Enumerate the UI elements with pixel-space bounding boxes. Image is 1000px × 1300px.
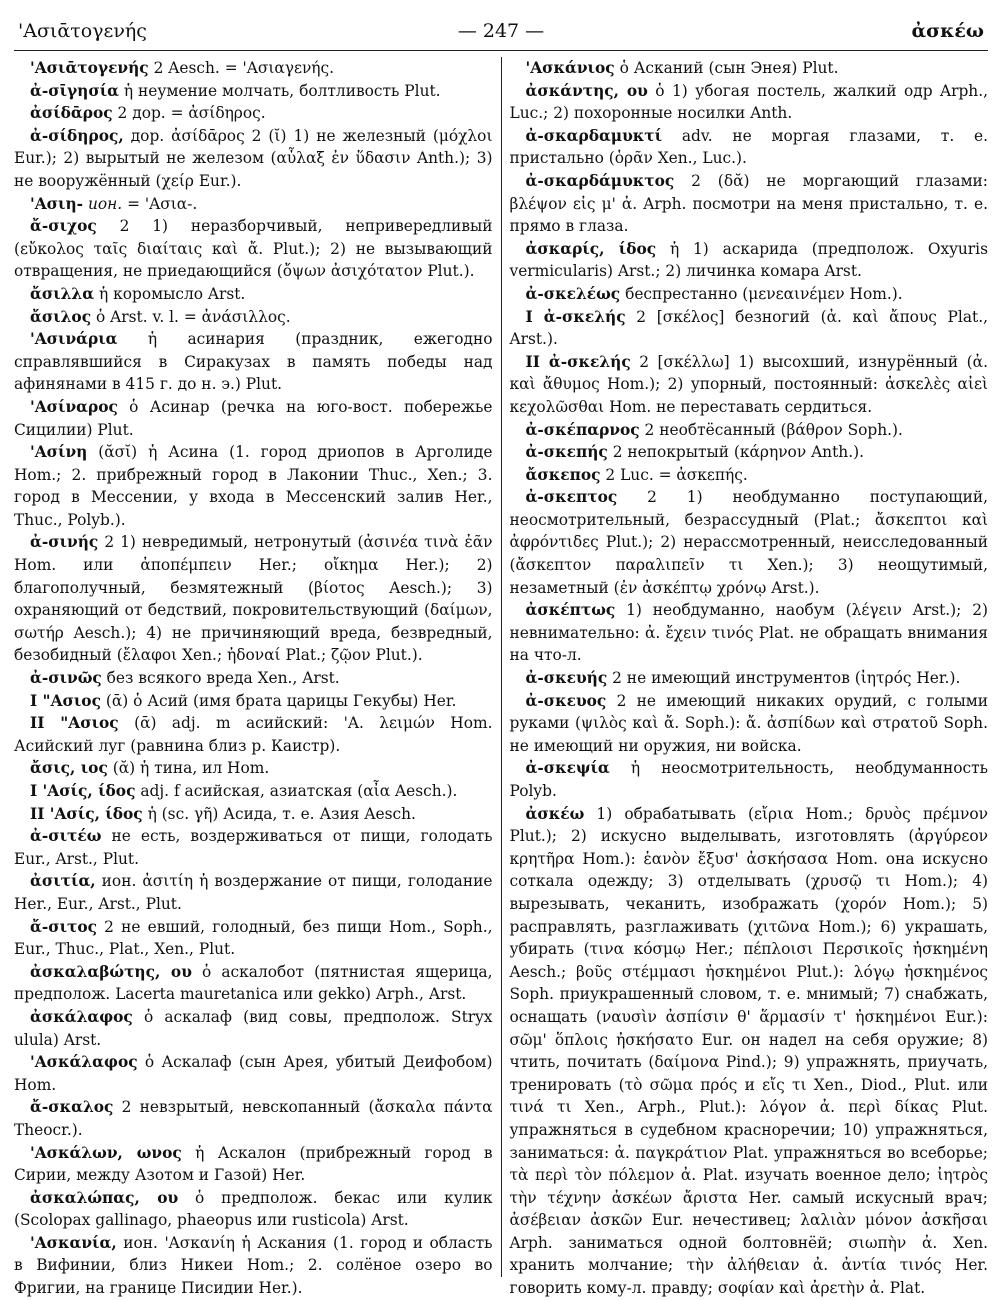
- entry-definition: ὁ аскалобот (пятнистая ящерица, предполож. Lacerta mauretanica или gekko) Arph., Arst.: [14, 962, 493, 1004]
- entry-definition: ὁ Arst. v. l. = ἀνάσιλλος.: [95, 307, 291, 326]
- dictionary-entry: [14, 57, 493, 80]
- entry-headword: 'Ασκανία,: [30, 1233, 117, 1252]
- entry-headword: ἀσκάντης, ου: [525, 81, 648, 100]
- dictionary-entry: [14, 690, 493, 713]
- entry-headword: ἄσιλος: [30, 307, 92, 326]
- entry-headword: II 'Ασίς, ίδος: [30, 804, 143, 823]
- entry-definition: 2 1) невредимый, нетронутый (ἀσινέα τινὰ ἐᾶν Hom. или ἀποπέμπειν Her.; οἴκημα Her.); 2) благополучный, безмятежный (βίοτος Aesch.); 3) охраняющий от бедствий, покровительствующий (δαίμων, σωτήρ Aesch.); 4) не причиняющий вреда, безвредный, безобидный (ἔλαφοι Xen.; ἡδοναί Plat.; ζῷον Plut.).: [14, 533, 493, 665]
- dictionary-entry: [14, 1096, 493, 1141]
- dictionary-entry: [510, 690, 989, 758]
- entry-headword: ἀσιτία,: [30, 872, 96, 891]
- dictionary-entry: [14, 1051, 493, 1096]
- entry-definition: ἡ 1) аскарида (предполож. Oxyuris vermicularis) Arst.; 2) личинка комара Arst.: [509, 239, 988, 281]
- entry-definition: ἡ неосмотрительность, необдуманность Polyb.: [509, 759, 988, 800]
- entry-definition: ὁ 1) убогая постель, жалкий одр Arph., Luc.; 2) похоронные носилки Anth.: [509, 81, 988, 123]
- entry-headword: ἀσκέω: [525, 804, 585, 823]
- entry-definition: 2 Luc. = ἀσκεπής.: [605, 465, 748, 484]
- entry-headword: ἀ-σίδηρος,: [30, 126, 124, 145]
- entry-definition: 2 [σκέλλω] 1) высохший, изнурённый (ἀ. καὶ ἄθυμος Hom.); 2) упорный, постоянный: ἀσκελὲς αἰεὶ κεχολῶσθαι Hom. не переставать сердиться.: [509, 352, 988, 416]
- dictionary-entry: [14, 102, 493, 125]
- entry-headword: ἀ-σκευής: [525, 669, 608, 688]
- entry-headword: II ἀ-σκελής: [525, 352, 631, 371]
- entry-definition: 2 необтёсанный (βάθρον Soph.).: [644, 420, 903, 439]
- entry-definition: ἡ асинария (праздник, ежегодно справлявшийся в Сиракузах в память победы над афинянами в 415 г. до н. э.) Plut.: [14, 330, 493, 394]
- entry-definition: 2 невзрытый, невскопанный (ἄσκαλα πάντα Theocr.).: [14, 1098, 493, 1139]
- entry-definition: adv. не моргая глазами, т. е. пристально (ὁρᾶν Xen., Luc.).: [509, 126, 988, 168]
- dictionary-entry: [14, 396, 493, 441]
- entry-definition: (ᾰ) ἡ тина, ил Hom.: [112, 759, 270, 778]
- dictionary-entry: [510, 80, 989, 125]
- entry-headword: I ἀ-σκελής: [525, 307, 626, 326]
- page-header: [14, 14, 988, 51]
- dictionary-entry: [14, 870, 493, 915]
- entry-definition: не есть, воздерживаться от пищи, голодать Eur., Arst., Plut.: [14, 827, 493, 868]
- dictionary-entry: [510, 238, 989, 283]
- dictionary-entry: [510, 441, 989, 464]
- dictionary-entry: [14, 1006, 493, 1051]
- dictionary-entry: [510, 486, 989, 599]
- text-columns: [14, 57, 988, 1298]
- dictionary-entry: [510, 306, 989, 351]
- dictionary-entry: [14, 328, 493, 396]
- entry-headword: ἄ-σκαλος: [30, 1098, 114, 1117]
- entry-headword: 'Ασκάλαφος: [30, 1053, 138, 1072]
- entry-headword: 'Ασκάνιος: [525, 59, 615, 77]
- entry-headword: ἀ-σκεπής: [525, 443, 608, 462]
- entry-definition: беспрестанно (μενεαινέμεν Hom.).: [625, 284, 903, 303]
- entry-definition: 2 не евший, голодный, без пищи Hom., Soph., Eur., Thuc., Plat., Xen., Plut.: [14, 917, 493, 959]
- entry-headword: ἀ-σκελέως: [525, 284, 621, 303]
- entry-definition: ὁ предполож. бекас или кулик (Scolopax gallinago, phaeopus или rusticola) Arst.: [14, 1188, 493, 1230]
- dictionary-entry: [14, 215, 493, 283]
- dictionary-entry: [14, 1232, 493, 1300]
- entry-headword: ἄσις, ιος: [30, 759, 108, 778]
- entry-headword: ἀ-σινής: [30, 533, 99, 552]
- entry-headword: ἀ-σκαρδαμυκτί: [525, 126, 663, 145]
- entry-definition: 2 не имеющий инструментов (ἰητρός Her.).: [612, 669, 961, 688]
- dictionary-entry: [14, 667, 493, 690]
- dictionary-entry: [510, 599, 989, 667]
- dictionary-entry: [14, 712, 493, 757]
- dictionary-entry: [510, 170, 989, 238]
- entry-definition: 2 не имеющий никаких орудий, с голыми руками (ψιλὸς καὶ ἄ. Soph.): ἄ. ἀσπίδων καὶ στρατοῦ Soph. не имеющий ни оружия, ни войска.: [509, 691, 988, 755]
- dictionary-entry: [14, 916, 493, 961]
- entry-headword: ἀ-σινῶς: [30, 669, 102, 688]
- entry-definition: ὁ Асинар (речка на юго-вост. побережье Сицилии) Plut.: [14, 397, 493, 439]
- entry-headword: I 'Ασίς, ίδος: [30, 782, 136, 800]
- entry-headword: 'Ασίναρος: [30, 397, 118, 416]
- dictionary-entry: [510, 667, 989, 690]
- entry-definition: ἡ неумение молчать, болтливость Plut.: [123, 81, 441, 100]
- entry-definition: ἡ (sc. γῆ) Асида, т. е. Азия Aesch.: [147, 804, 416, 823]
- entry-definition: 2 дор. = ἀσίδηρος.: [117, 104, 266, 123]
- entry-headword: 'Ασινάρια: [30, 330, 118, 349]
- entry-headword: ἄ-σιχος: [30, 217, 97, 236]
- dictionary-entry: [14, 306, 493, 329]
- dictionary-entry: [14, 125, 493, 193]
- entry-headword: ἀ-σκεψία: [525, 759, 610, 778]
- entry-headword: ἀ-σκευος: [525, 691, 607, 710]
- entry-headword: ἀ-σκέπαρνος: [525, 420, 640, 439]
- entry-definition: 2 (δᾰ) не моргающий глазами: βλέψον εἰς μ' ἀ. Arph. посмотри на меня пристально, т. е. прямо в глаза.: [509, 171, 988, 236]
- dictionary-entry: [14, 961, 493, 1006]
- dictionary-entry: [14, 193, 493, 216]
- header-first-word: 'Ασιᾱτογενής: [18, 20, 147, 42]
- entry-headword: ἀ-σκαρδάμυκτος: [525, 171, 675, 190]
- entry-headword: ἀσκαλαβώτης, ου: [30, 962, 192, 981]
- entry-definition: ион. ἀσιτίη ἡ воздержание от пищи, голодание Her., Eur., Arst., Plut.: [14, 872, 493, 913]
- entry-headword: ἀ-σκεπτος: [525, 488, 618, 507]
- dictionary-entry: [510, 283, 989, 306]
- dictionary-entry: [510, 803, 989, 1300]
- entry-headword: ἀσκάλαφος: [30, 1007, 133, 1026]
- entry-definition: ἡ коромысло Arst.: [98, 284, 246, 303]
- right-column: [501, 57, 989, 1298]
- entry-headword: 'Ασιᾱτογενής: [30, 59, 149, 77]
- entry-headword: ἀσίδᾱρος: [30, 104, 113, 123]
- dictionary-entry: [14, 757, 493, 780]
- entry-headword: ἄσιλλα: [30, 284, 95, 303]
- entry-headword: ἀσκέπτως: [525, 601, 616, 620]
- entry-definition: 2 непокрытый (κάρηνον Anth.).: [612, 443, 864, 462]
- entry-definition: adj. f асийская, азиатская (αἶα Aesch.).: [140, 782, 458, 800]
- entry-definition: ὁ Асканий (сын Энея) Plut.: [619, 59, 839, 77]
- entry-definition: 2 1) необдуманно поступающий, неосмотрительный, безрассудный (Plat.; ἄσκεπτοι καὶ ἀφρόντιδες Plut.); 2) нерассмотренный, неисследованный (ἄσκεπτον παραλιπεῖν τι Xen.); 3) неощутимый, незаметный (ἐν ἀσκέπτῳ χρόνῳ Arst.).: [509, 488, 988, 597]
- entry-definition: без всякого вреда Xen., Arst.: [106, 669, 340, 688]
- entry-definition: 2 1) неразборчивый, непривередливый (εὔκολος ταῖς διαίταις καὶ ἄ. Plut.); 2) не вызывающий отвращения, не приедающийся (ὄψων ἀσιχότατον Plut.).: [14, 217, 493, 281]
- entry-headword: ἀ-σιτέω: [30, 827, 102, 846]
- entry-headword: II "Ασιος: [30, 714, 119, 733]
- entry-definition: ὁ аскалаф (вид совы, предполож. Stryx ulula) Arst.: [14, 1007, 493, 1049]
- dictionary-entry: [14, 1187, 493, 1232]
- dictionary-entry: [14, 80, 493, 103]
- dictionary-entry: [510, 57, 989, 80]
- dictionary-entry: [14, 825, 493, 870]
- dictionary-entry: [14, 283, 493, 306]
- entry-definition: ион. 'Ασκανίη ἡ Аскания (1. город и область в Вифинии, близ Никеи Hom.; 2. солёное озеро во Фригии, на границе Писидии Her.).: [14, 1233, 493, 1298]
- entry-definition: ὁ Аскалаф (сын Арея, убитый Деифобом) Hom.: [14, 1053, 493, 1094]
- dictionary-entry: [510, 125, 989, 170]
- entry-definition: (ᾱ) ὁ Асий (имя брата царицы Гекубы) Her.: [105, 691, 457, 710]
- entry-definition: 2 Aesch. = 'Ασιαγενής.: [153, 59, 335, 77]
- entry-headword: ἄσκεπος: [525, 465, 601, 484]
- entry-headword: ἀσκαλώπας, ου: [30, 1188, 179, 1207]
- entry-definition: дор. ἀσίδᾱρος 2 (ῐ) 1) не железный (μόχλοι Eur.); 2) вырытый не железом (αὖλαξ ἐν ὕδασιν Anth.); 3) не вооружённый (χείρ Eur.).: [14, 126, 493, 190]
- entry-definition: 2 [σκέλος] безногий (ἀ. καὶ ἄπους Plat., Arst.).: [509, 307, 988, 349]
- entry-definition: 1) необдуманно, наобум (λέγειν Arst.); 2) невнимательно: ἀ. ἔχειν τινός Plat. не обращать внимания на что-л.: [509, 601, 988, 665]
- entry-definition: (ᾰσῐ) ἡ Асина (1. город дриопов в Арголиде Hom.; 2. прибрежный город в Лаконии Thuc., Xen.; 3. город в Мессении, у входа в Мессенский залив Her., Thuc., Polyb.).: [14, 443, 493, 529]
- entry-definition: = 'Ασια-.: [127, 194, 198, 213]
- dictionary-entry: [14, 1142, 493, 1187]
- entry-definition: (ᾱ) adj. m асийский: 'Α. λειμών Hom. Асийский луг (равнина близ р. Каистр).: [14, 714, 493, 755]
- dictionary-entry: [14, 780, 493, 803]
- entry-headword: 'Ασιη-: [30, 194, 84, 213]
- entry-headword: ἄ-σιτος: [30, 917, 98, 936]
- dictionary-entry: [510, 419, 989, 442]
- dictionary-entry: [510, 464, 989, 487]
- page-number: — 247 —: [457, 20, 545, 42]
- entry-headword: I "Ασιος: [30, 691, 101, 710]
- dictionary-entry: [510, 351, 989, 419]
- header-last-word: ἀσκέω: [911, 20, 984, 42]
- dictionary-entry: [14, 803, 493, 826]
- entry-grammar: ион.: [87, 194, 123, 213]
- entry-headword: ἀσκαρίς, ίδος: [525, 239, 657, 258]
- entry-headword: ἀ-σῑγησία: [30, 81, 120, 100]
- entry-headword: 'Ασκάλων, ωνος: [30, 1143, 182, 1162]
- left-column: [14, 57, 501, 1298]
- dictionary-entry: [14, 531, 493, 667]
- dictionary-entry: [510, 757, 989, 802]
- entry-headword: 'Ασίνη: [30, 443, 88, 462]
- entry-definition: 1) обрабатывать (εἴρια Hom.; δρυὸς πρέμνον Plut.); 2) искусно выделывать, изготовлять (ἀργύρεον κρητῆρα Hom.): ἑανὸν ἔξυσ' ἀσκήσασα Hom. она искусно соткала одежду; 3) отделывать (χρυσῷ τι Hom.); 4) вырезывать, чеканить, изображать (χορόν Hom.); 5) расправлять, разглаживать (χιτῶνα Hom.); 6) украшать, убирать (τινα κόσμῳ Her.; πέπλοισι Περσικοῖς ἠσκημένη Aesch.; βοῦς στέμμασι ἠσκημένοι Plut.): λόγῳ ἠσκημένος Soph. приукрашенный словом, т. е. мнимый; 7) снабжать, оснащать (ναυσὶν ἀσπίσιν θ' ἅρμασίν τ' ἠσκημένοι Eur.): σῶμ' ὅπλοις ἠσκήσατο Eur. он надел на себя оружие; 8) чтить, почитать (δαίμονα Pind.); 9) упражнять, приучать, тренировать (τὸ σῶμα πρός и εἴς τι Xen., Diod., Plut. или τινά τι Xen., Arph., Plut.): λόγον ἀ. περὶ δίκας Plut. упражняться в судебном красноречии; 10) упражняться, заниматься: ἀ. παγκράτιον Plat. упражняться во всеборье; τὰ περὶ τὸν πόλεμον ἀ. Plat. изучать военное дело; ἰητρὸς τὴν τέχνην ἀσκέων ἄριστα Her. самый искусный врач; ἀσέβειαν ἀσκῶν Eur. нечестивец; λαλιὰν μόνον ἀσκῆσαι Arph. заниматься одной болтовнёй; σιωπὴν ἀ. Xen. хранить молчание; τὴν ἀλήθειαν ἀ. ἀντία τινός Her. говорить кому-л. правду; σοφίαν καὶ ἀρετὴν ἀ. Plat.: [509, 804, 988, 1298]
- entry-definition: ἡ Аскалон (прибрежный город в Сирии, между Азотом и Газой) Her.: [14, 1143, 493, 1185]
- dictionary-entry: [14, 441, 493, 531]
